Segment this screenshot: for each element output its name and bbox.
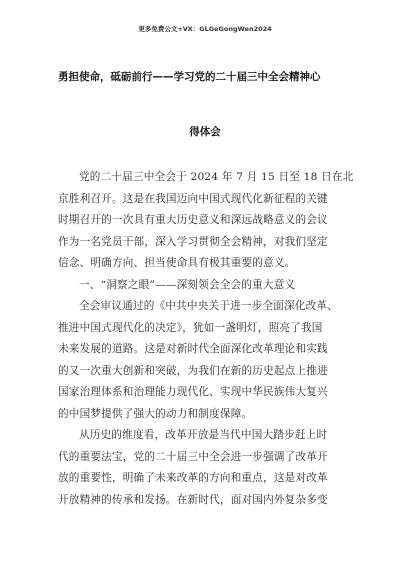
body-text-line: 开放精神的传承和发扬。在新时代，面对国内外复杂多变 (58, 493, 328, 506)
document-title-line-1: 勇担使命，砥砺前行——学习党的二十届三中全会精神心 (58, 71, 321, 83)
body-text-line: 全会审议通过的《中共中央关于进一步全面深化改革、 (79, 300, 339, 312)
body-text-line: 放的重要性，明确了未来改革的方向和重点，这是对改革 (58, 472, 328, 484)
document-title-line-2: 得体会 (189, 126, 221, 138)
body-text-line: 国家治理体系和治理能力现代化、实现中华民族伟大复兴 (58, 386, 328, 398)
body-text-line: 代的重要法宝，党的二十届三中全会进一步强调了改革开 (58, 450, 328, 463)
body-text-line: 的中国梦提供了强大的动力和制度保障。 (58, 407, 253, 420)
document-body (58, 167, 358, 511)
header-note: 更多免费公文+VX：GLGeGongWen2024 (138, 25, 272, 33)
body-text-line: 从历史的维度看，改革开放是当代中国大踏步赶上时 (79, 429, 328, 441)
body-text-line: 时期召开的一次具有重大历史意义和深远战略意义的会议 (58, 214, 328, 226)
body-text-line: 未来发展的道路。这是对新时代全面深化改革理论和实践 (58, 343, 328, 355)
body-text-line: 作为一名党员干部，深入学习贯彻全会精神，对我们坚定 (58, 235, 328, 248)
body-text-line: 一、“洞察之眼”——深刻领会全会的重大意义 (79, 278, 296, 291)
body-text-line: 信念、明确方向、担当使命具有极其重要的意义。 (58, 257, 296, 269)
body-text-line: 的又一次重大创新和突破，为我们在新的历史起点上推进 (58, 364, 328, 377)
body-text-line: 京胜利召开。这是在我国迈向中国式现代化新征程的关键 (58, 192, 328, 205)
body-text-line: 党的二十届三中全会于 2024 年 7 月 15 日至 18 日在北 (79, 171, 354, 183)
body-text-line: 推进中国式现代化的决定》，犹如一盏明灯，照亮了我国 (58, 321, 323, 334)
